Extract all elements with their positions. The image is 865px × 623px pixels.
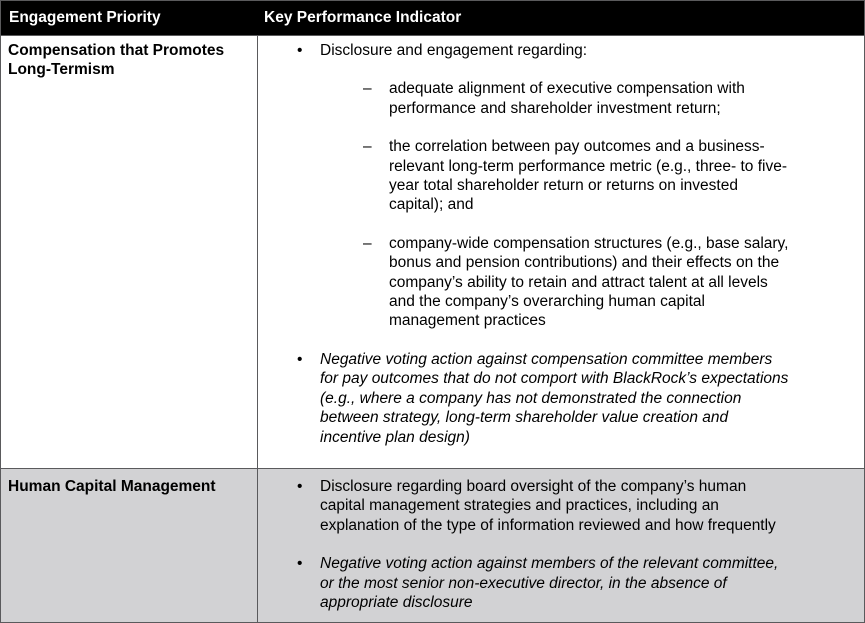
kpi-text-negative-voting-compensation: Negative voting action against compensation committee members for pay outcomes that do not comport with BlackRock’s expectations (e.g., where a company has not demonstrated the connection between strategy, long-term shareholder value creation and incentive plan design): [320, 350, 789, 446]
kpi-text-negative-voting-committee: Negative voting action against members of the relevant committee, or the most senior non-executive director, in the absence of appropriate disclosure: [320, 555, 779, 612]
dash-icon: –: [363, 80, 372, 98]
dash-icon: –: [363, 234, 372, 252]
kpi-item-negative-voting-committee: [258, 554, 792, 612]
sub-text-alignment: adequate alignment of executive compensation with performance and shareholder investment return;: [389, 80, 745, 117]
sub-text-pay-correlation: the correlation between pay outcomes and a business-relevant long-term performance metric (e.g., three- to five-year total shareholder return or returns on invested capital); and: [389, 138, 787, 214]
sub-text-companywide-structures: company-wide compensation structures (e.g., base salary, bonus and pension contributions) and their effects on the company’s ability to retain and attract talent at all levels and the company’s overarching human capital management practices: [389, 234, 789, 330]
bullet-icon: •: [297, 350, 303, 368]
kpi-cell-human-capital: [257, 468, 864, 622]
bullet-icon: •: [297, 555, 303, 573]
sub-item-pay-correlation: [320, 137, 792, 215]
priority-cell-compensation: [1, 35, 257, 468]
kpi-item-disclosure-board-oversight: [258, 477, 792, 535]
bullet-icon: •: [297, 478, 303, 495]
kpi-body: [320, 41, 792, 331]
kpi-item-negative-voting-compensation: [258, 350, 792, 447]
dash-icon: –: [363, 138, 372, 156]
header-cell-key-performance-indicator: [257, 1, 864, 35]
kpi-body: [320, 477, 792, 535]
header-cell-engagement-priority: [1, 1, 257, 35]
kpi-body: [320, 350, 792, 447]
kpi-body: [320, 554, 792, 612]
sub-item-alignment: [320, 79, 792, 118]
kpi-text-disclosure-board-oversight: Disclosure regarding board oversight of the company’s human capital management strategies and practices, including an explanation of the type of information reviewed and how frequently: [320, 478, 776, 534]
kpi-text-disclosure-engagement: Disclosure and engagement regarding:: [320, 42, 588, 59]
priority-label-human-capital: Human Capital Management: [8, 478, 216, 495]
header-label-engagement-priority: Engagement Priority: [9, 9, 161, 26]
header-label-key-performance-indicator: Key Performance Indicator: [264, 9, 462, 26]
priority-label-compensation: Compensation that Promotes Long-Termism: [8, 42, 225, 79]
kpi-cell-compensation: [257, 35, 864, 468]
kpi-item-disclosure-engagement: [258, 41, 792, 331]
sub-item-companywide-structures: [320, 234, 792, 331]
bullet-icon: •: [297, 42, 303, 59]
priority-cell-human-capital: [1, 468, 257, 622]
